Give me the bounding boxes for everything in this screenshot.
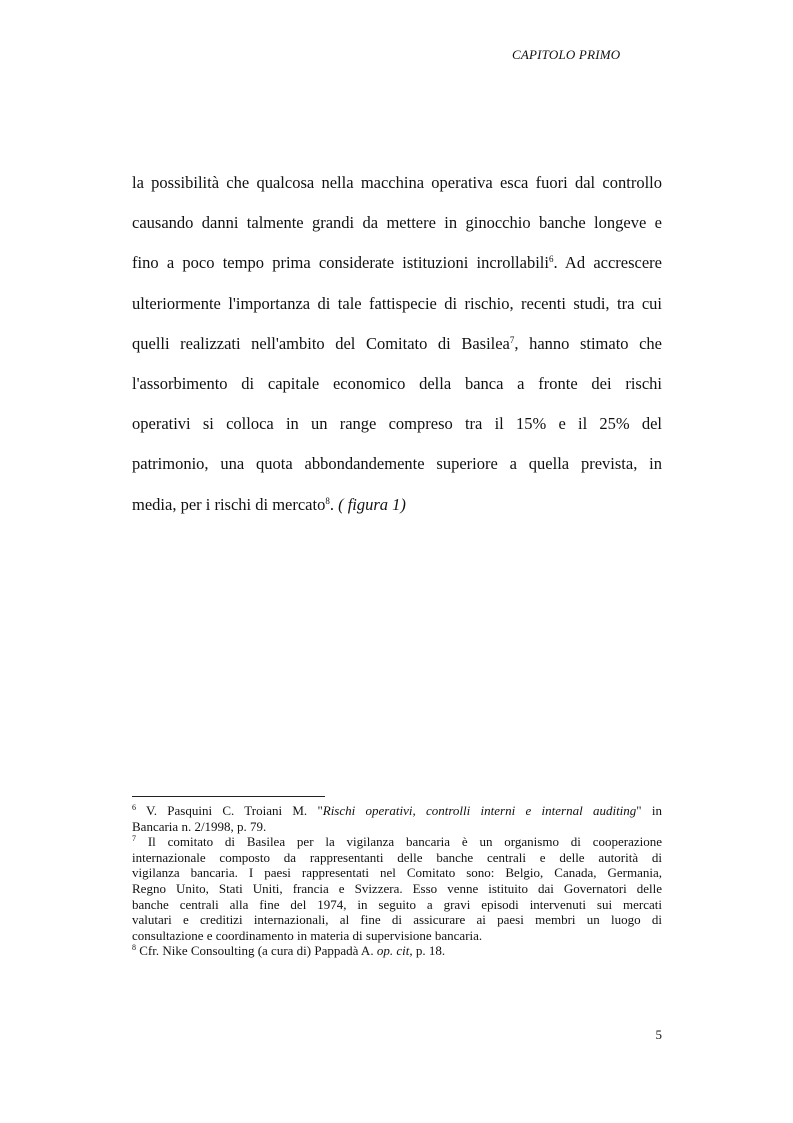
body-paragraph: [132, 163, 662, 525]
body-line-9: media, per i rischi di mercato$^8$. ( figura 1): [132, 494, 406, 514]
body-line-3: fino a poco tempo prima considerate istituzioni incrollabili$^6$. Ad accrescere: [132, 253, 662, 273]
footnote-separator: [132, 796, 325, 797]
footnote-7-line-6: valutari e creditizi internazionali, al fine di assicurare ai paesi membri un luogo di: [132, 912, 662, 928]
figure-reference: ( figura 1): [338, 494, 406, 514]
footnote-7-line-2: internazionale composto da rappresentanti delle banche centrali e delle autorità di: [132, 849, 662, 865]
body-line-2: causando danni talmente grandi da mettere in ginocchio banche longeve e: [132, 213, 662, 233]
body-line-8: patrimonio, una quota abbondandemente superiore a quella prevista, in: [132, 454, 662, 474]
footnote-7-line-4: Regno Unito, Stati Uniti, francia e Svizzera. Esso venne istituito dai Governatori delle: [132, 880, 662, 896]
footnotes: [132, 803, 662, 959]
footnote-6-line-2: Bancaria n. 2/1998, p. 79.: [132, 818, 267, 834]
footnote-ref-7: 7: [509, 334, 515, 345]
body-line-5: quelli realizzati nell'ambito del Comitato di Basilea$^7$, hanno stimato che: [132, 333, 662, 353]
body-line-4: ulteriormente l'importanza di tale fattispecie di rischio, recenti studi, tra cui: [132, 293, 662, 313]
footnote-7-line-1: $^7$ Il comitato di Basilea per la vigilanza bancaria è un organismo di cooperazione: [132, 834, 662, 850]
chapter-header: CAPITOLO PRIMO: [512, 47, 621, 62]
footnote-7-line-5: banche centrali alla fine del 1974, in seguito a gravi episodi intervenuti sui mercati: [132, 896, 662, 912]
page-number: 5: [655, 1027, 662, 1042]
footnote-8-line-1: $^8$ Cfr. Nike Consoulting (a cura di) Pappadà A. op. cit, p. 18.: [132, 943, 446, 959]
footnote-7-line-3: vigilanza bancaria. I paesi rappresentati nel Comitato sono: Belgio, Canada, Germania,: [132, 865, 662, 881]
footnote-7-line-7: consultazione e coordinamento in materia di supervisione bancaria.: [132, 927, 483, 943]
footnote-6-line-1: $^6$ V. Pasquini C. Troiani M. "Rischi operativi, controlli interni e internal auditing" in: [132, 803, 662, 818]
footnote-ref-8: 8: [325, 495, 330, 506]
body-line-6: l'assorbimento di capitale economico della banca a fronte dei rischi: [132, 373, 662, 393]
body-line-7: operativi si colloca in un range compreso tra il 15% e il 25% del: [132, 414, 662, 434]
footnote-ref-6: 6: [548, 254, 554, 265]
body-line-1: la possibilità che qualcosa nella macchina operativa esca fuori dal controllo: [132, 173, 662, 192]
